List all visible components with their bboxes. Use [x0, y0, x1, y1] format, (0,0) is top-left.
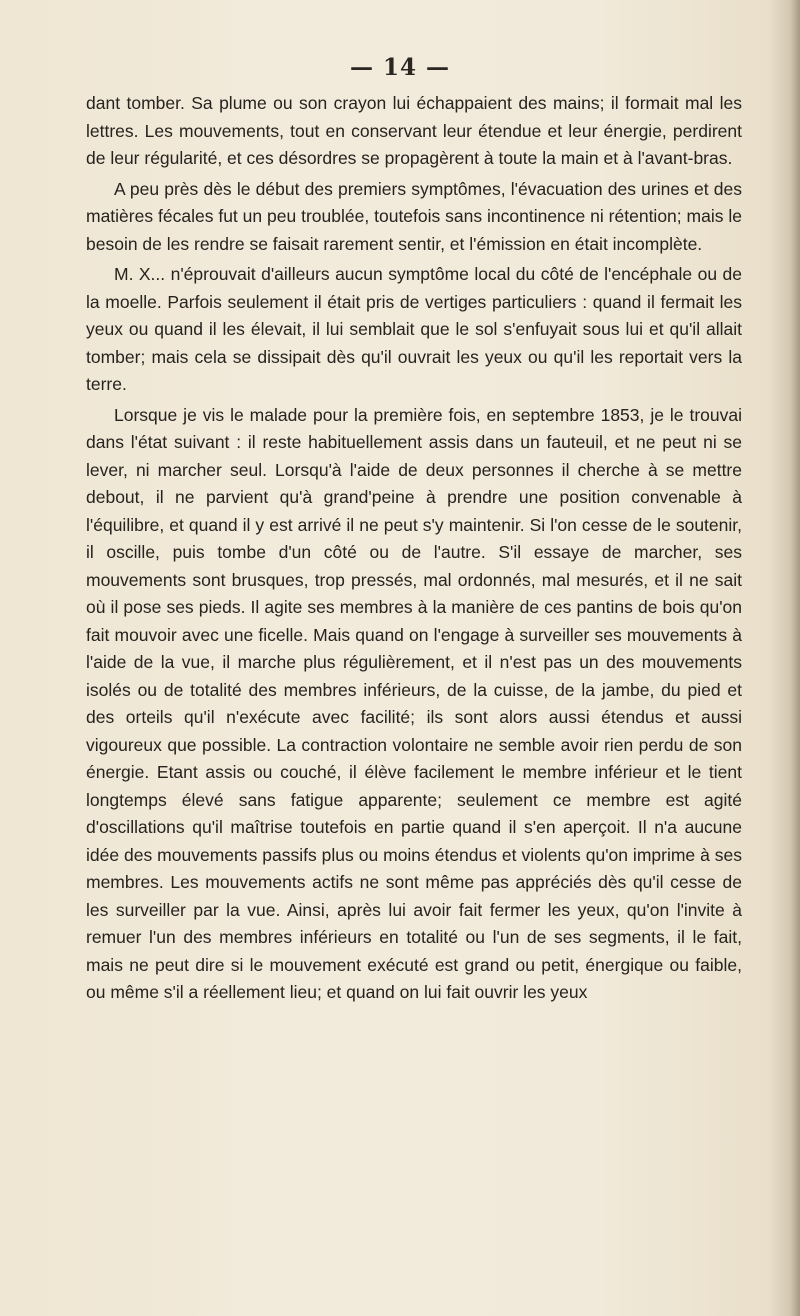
paragraph-3: M. X... n'éprouvait d'ailleurs aucun symptôme local du côté de l'encéphale ou de la moelle. Parfois seulement il était pris de vertiges particuliers : quand il fermait les yeux ou quand il les élevait, il lui semblait que le sol s'enfuyait sous lui et qu'il allait tomber; mais cela se dissipait dès qu'il ouvrait les yeux ou qu'il les reportait vers la terre. — [86, 264, 742, 394]
page-edge-shadow — [790, 0, 800, 1316]
paragraph-1: dant tomber. Sa plume ou son crayon lui échappaient des mains; il formait mal les lettres. Les mouvements, tout en conservant leur étendue et leur énergie, perdirent de leur régularité, et ces désordres se propagèrent à toute la main et à l'avant-bras. — [86, 93, 742, 168]
page-number: — 14 — — [349, 54, 451, 81]
paragraph-2: A peu près dès le début des premiers symptômes, l'évacuation des urines et des matières fécales fut un peu troublée, toutefois sans incontinence ni rétention; mais le besoin de les rendre se faisait rarement sentir, et l'émission en était incomplète. — [86, 178, 742, 254]
paragraph-4: Lorsque je vis le malade pour la première fois, en septembre 1853, je le trouvai dans l'état suivant : il reste habituellement assis dans un fauteuil, et ne peut ni se lever, ni marcher seul. Lorsqu'à l'aide de deux personnes il cherche à se mettre debout, il ne parvient qu'à grand'peine à prendre une position convenable à l'équilibre, et quand il y est arrivé il ne peut s'y maintenir. Si l'on cesse de le soutenir, il oscille, puis tombe d'un côté ou de l'autre. S'il essaye de marcher, ses mouvements sont brusques, trop pressés, mal ordonnés, mal mesurés, et il ne sait où il pose ses pieds. Il agite ses membres à la manière de ces pantins de bois qu'on fait mouvoir avec une ficelle. Mais quand on l'engage à surveiller ses mouvements à l'aide de la vue, il marche plus régulièrement, et il n'est pas un des mouvements isolés ou de totalité des membres inférieurs, de la cuisse, de la jambe, du pied et des orteils qu'il n'exécute avec facilité; ils sont alors aussi étendus et aussi vigoureux que possible. La contraction volontaire ne semble avoir rien perdu de son énergie. Etant assis ou couché, il élève facilement le membre inférieur et le tient longtemps élevé sans fatigue apparente; seulement ce membre est agité d'oscillations qu'il maîtrise toutefois en partie quand il s'en aperçoit. Il n'a aucune idée des mouvements passifs plus ou moins étendus et violents qu'on imprime à ses membres. Les mouvements actifs ne sont même pas appréciés dès qu'il cesse de les surveiller par la vue. Ainsi, après lui avoir fait fermer les yeux, qu'on l'invite à remuer l'un des membres inférieurs en totalité ou l'un de ses segments, il le fait, mais ne peut dire si le mouvement exécuté est grand ou petit, énergique ou faible, ou même s'il a réellement lieu; et quand on lui fait ouvrir les yeux — [86, 404, 742, 1002]
body-text — [86, 90, 742, 1010]
